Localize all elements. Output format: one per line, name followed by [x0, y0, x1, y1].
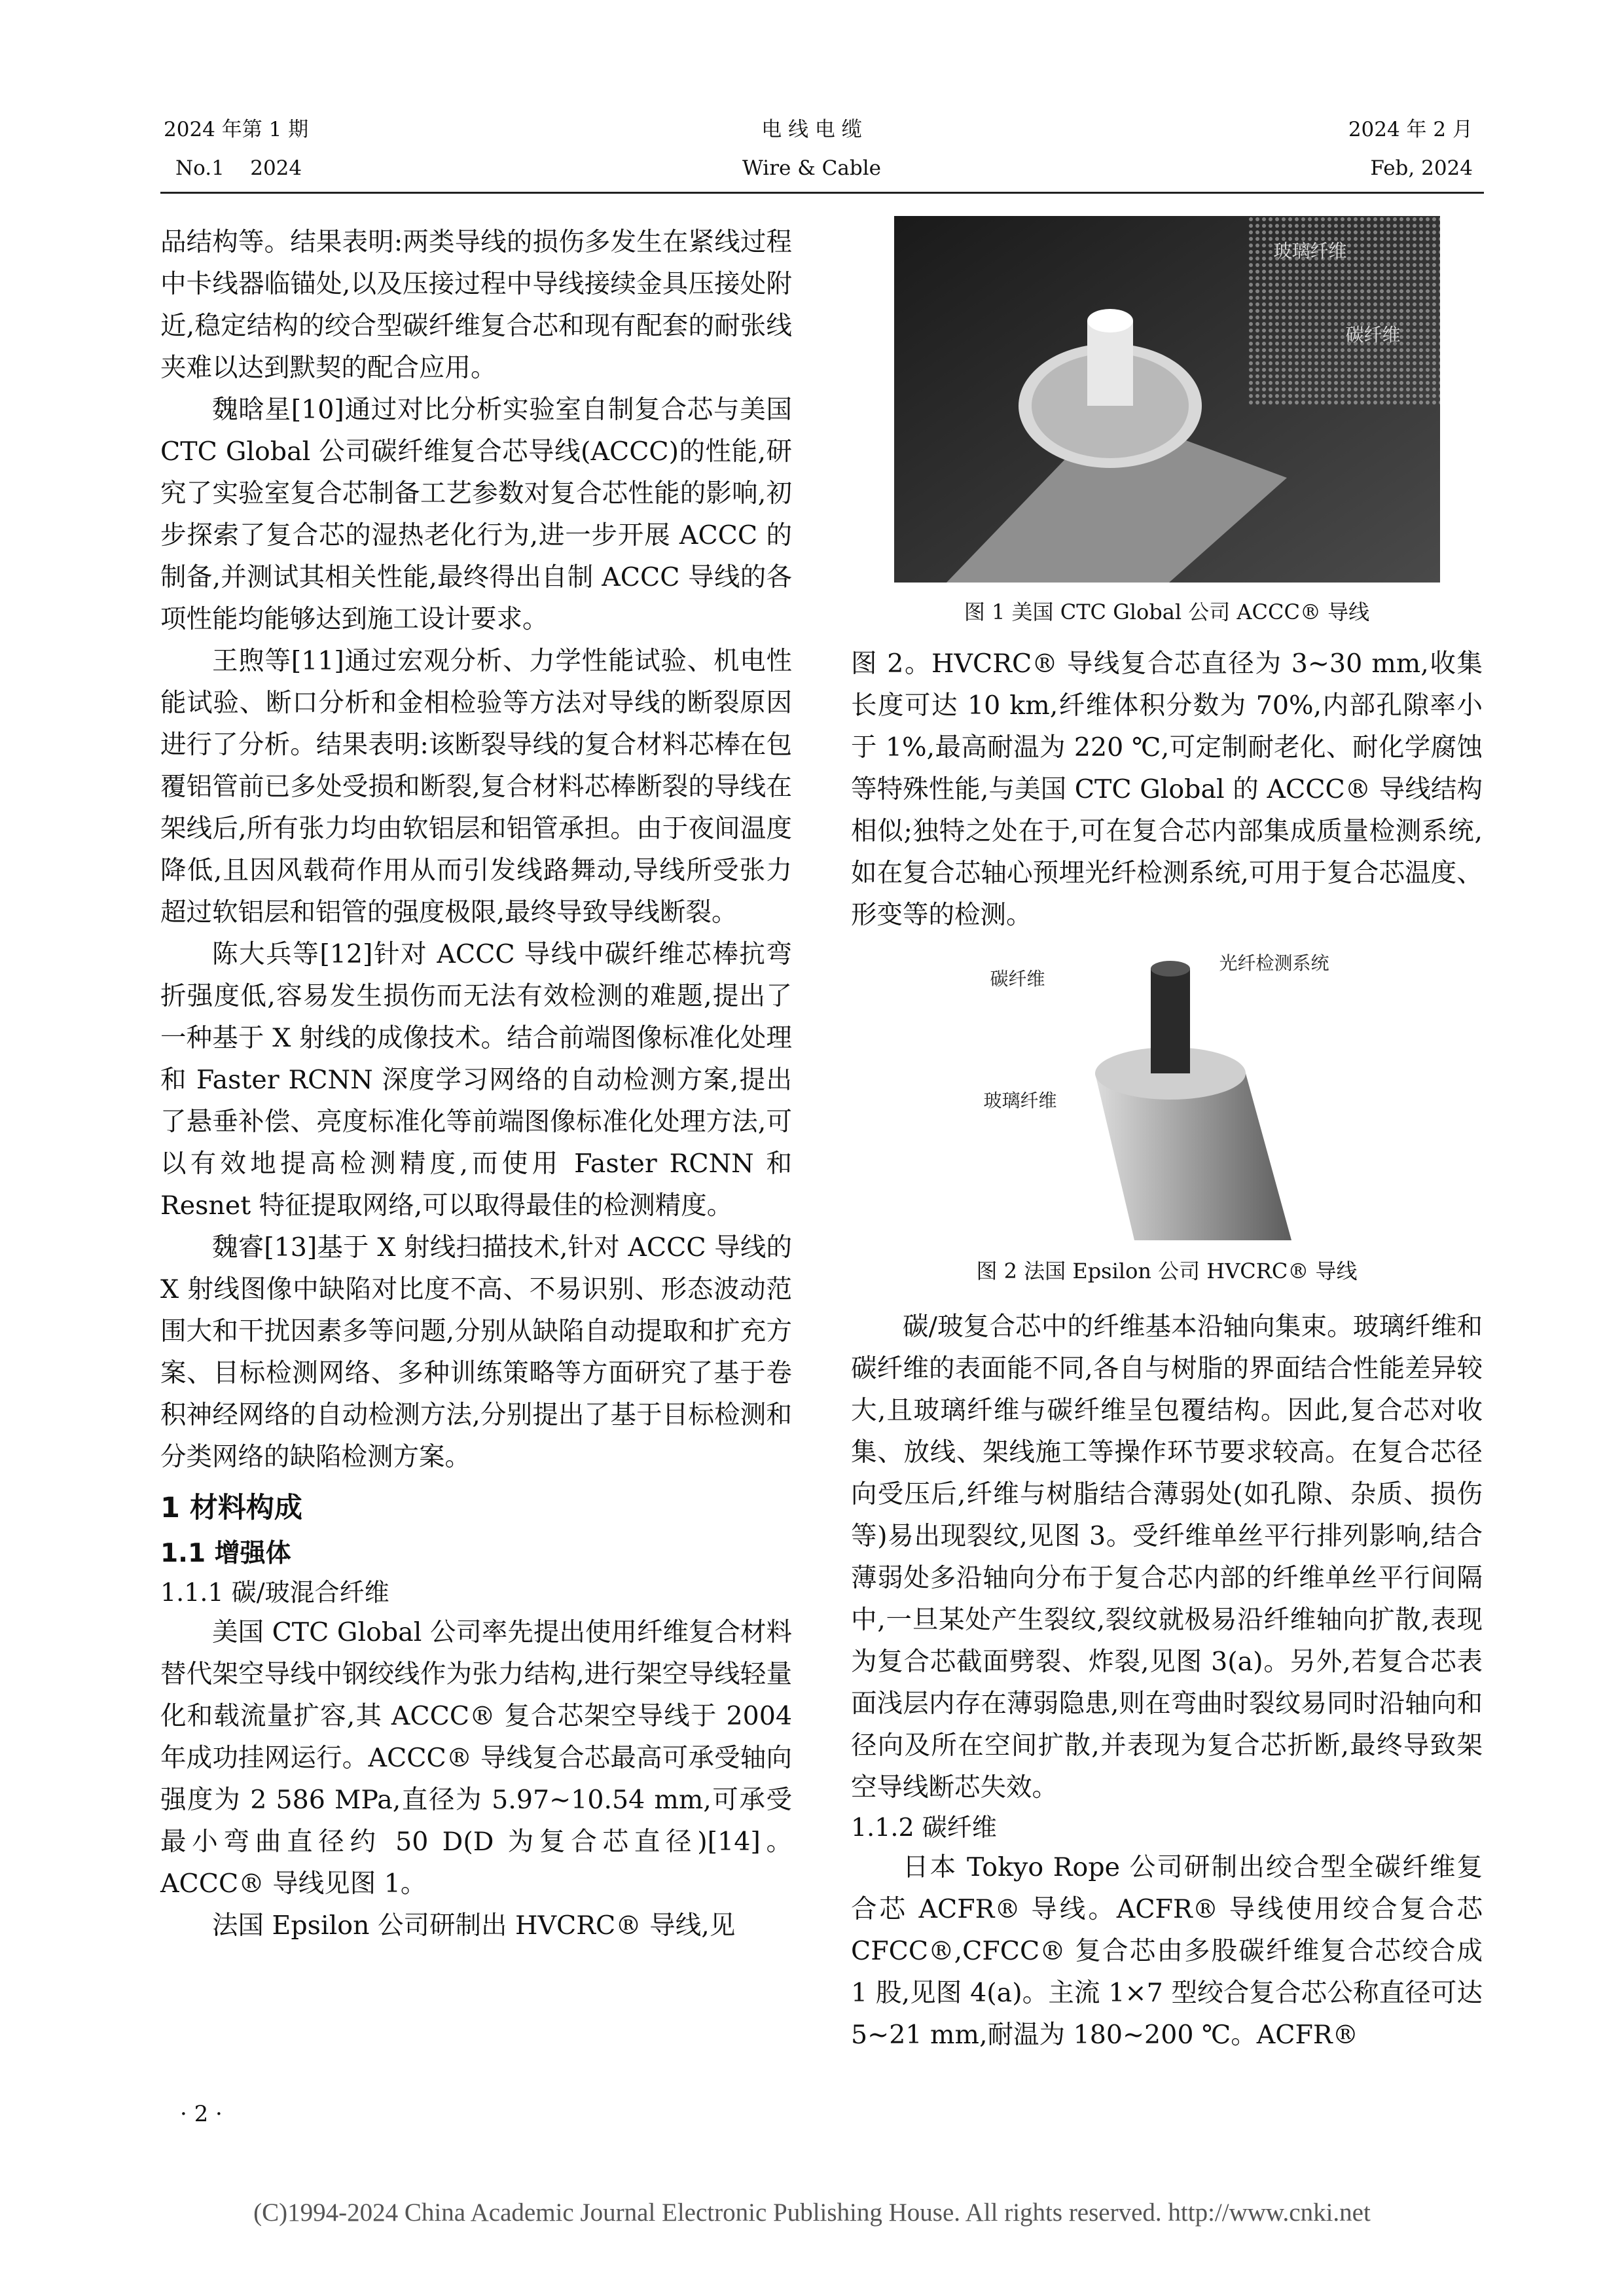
fig1-label-carbon-fiber: 碳纤维 — [1345, 324, 1401, 346]
fig1-label-glass-fiber: 玻璃纤维 — [1273, 240, 1347, 262]
fig2-label-optic-system: 光纤检测系统 — [1219, 952, 1329, 974]
fig2-label-carbon-fiber: 碳纤维 — [990, 968, 1045, 990]
paragraph: 美国 CTC Global 公司率先提出使用纤维复合材料替代架空导线中钢绞线作为张力结构,进行架空导线轻量化和载流量扩容,其 ACCC® 复合芯架空导线于 2004 年成功挂网运行。ACCC® 导线复合芯最高可承受轴向强度为 2 586 MPa,直径为 5.97~10.54 mm,可承受最小弯曲直径约 50 D(D 为复合芯直径)[14]。ACCC® 导线见图 1。 — [160, 1617, 792, 1899]
subsubsection-heading: 1.1.1 碳/玻混合纤维 — [160, 1578, 389, 1607]
right-column — [851, 216, 1483, 2056]
fig2-label-glass-fiber: 玻璃纤维 — [983, 1090, 1057, 1111]
header-date-en: Feb, 2024 — [1370, 156, 1473, 180]
accc-conductor-image — [894, 216, 1440, 583]
figure-2-photo — [964, 942, 1370, 1240]
journal-name-en: Wire & Cable — [742, 156, 881, 180]
paragraph: 魏晗星[10]通过对比分析实验室自制复合芯与美国 CTC Global 公司碳纤维复合芯导线(ACCC)的性能,研究了实验室复合芯制备工艺参数对复合芯性能的影响,初步探索了复合芯的湿热老化行为,进一步开展 ACCC 的制备,并测试其相关性能,最终得出自制 ACCC 导线的各项性能均能够达到施工设计要求。 — [160, 395, 792, 634]
figure-1-photo — [894, 216, 1440, 583]
subsubsection-heading: 1.1.2 碳纤维 — [851, 1813, 997, 1842]
paragraph: 陈大兵等[12]针对 ACCC 导线中碳纤维芯棒抗弯折强度低,容易发生损伤而无法有效检测的难题,提出了一种基于 X 射线的成像技术。结合前端图像标准化处理和 Faster RCNN 深度学习网络的自动检测方案,提出了悬垂补偿、亮度标准化等前端图像标准化处理方法,可以有效地提高检测精度,而使用 Faster RCNN 和 Resnet 特征提取网络,可以取得最佳的检测精度。 — [160, 939, 792, 1221]
header-issue: 2024 年第 1 期 — [164, 118, 309, 141]
figure-2-caption: 图 2 法国 Epsilon 公司 HVCRC® 导线 — [976, 1259, 1358, 1283]
paragraph: 图 2。HVCRC® 导线复合芯直径为 3~30 mm,收集长度可达 10 km,纤维体积分数为 70%,内部孔隙率小于 1%,最高耐温为 220 ℃,可定制耐老化、耐化学腐蚀等特殊性能,与美国 CTC Global 的 ACCC® 导线结构相似;独特之处在于,可在复合芯内部集成质量检测系统,如在复合芯轴心预埋光纤检测系统,可用于复合芯温度、形变等的检测。 — [851, 649, 1483, 930]
paragraph: 品结构等。结果表明:两类导线的损伤多发生在紧线过程中卡线器临锚处,以及压接过程中导线接续金具压接处附近,稳定结构的绞合型碳纤维复合芯和现有配套的耐张线夹难以达到默契的配合应用。 — [160, 227, 792, 383]
subsection-heading: 1.1 增强体 — [160, 1539, 291, 1568]
paragraph: 法国 Epsilon 公司研制出 HVCRC® 导线,见 — [212, 1910, 736, 1941]
left-column — [160, 221, 792, 1946]
paragraph: 碳/玻复合芯中的纤维基本沿轴向集束。玻璃纤维和碳纤维的表面能不同,各自与树脂的界面结合性能差异较大,且玻璃纤维与碳纤维呈包覆结构。因此,复合芯对收集、放线、架线施工等操作环节要求较高。在复合芯径向受压后,纤维与树脂结合薄弱处(如孔隙、杂质、损伤等)易出现裂纹,见图 3。受纤维单丝平行排列影响,结合薄弱处多沿轴向分布于复合芯内部的纤维单丝平行间隔中,一旦某处产生裂纹,裂纹就极易沿纤维轴向扩散,表现为复合芯截面劈裂、炸裂,见图 3(a)。另外,若复合芯表面浅层内存在薄弱隐患,则在弯曲时裂纹易同时沿轴向和径向及所在空间扩散,并表现为复合芯折断,最终导致架空导线断芯失效。 — [851, 1312, 1483, 1803]
header-issue-en: No.1 2024 — [175, 156, 302, 180]
paragraph: 魏睿[13]基于 X 射线扫描技术,针对 ACCC 导线的 X 射线图像中缺陷对比度不高、不易识别、形态波动范围大和干扰因素多等问题,分别从缺陷自动提取和扩充方案、目标检测网络、多种训练策略等方面研究了基于卷积神经网络的自动检测方法,分别提出了基于目标检测和分类网络的缺陷检测方案。 — [160, 1232, 792, 1472]
header-rule — [160, 192, 1484, 194]
section-heading: 1 材料构成 — [160, 1492, 302, 1524]
paragraph: 日本 Tokyo Rope 公司研制出绞合型全碳纤维复合芯 ACFR® 导线。ACFR® 导线使用绞合复合芯 CFCC®,CFCC® 复合芯由多股碳纤维复合芯绞合成 1 股,见图 4(a)。主流 1×7 型绞合复合芯公称直径可达 5~21 mm,耐温为 180~200 ℃。ACFR® — [851, 1852, 1483, 2050]
page-number: · 2 · — [180, 2101, 223, 2127]
figure-1-caption: 图 1 美国 CTC Global 公司 ACCC® 导线 — [964, 600, 1370, 624]
paragraph: 王煦等[11]通过宏观分析、力学性能试验、机电性能试验、断口分析和金相检验等方法对导线的断裂原因进行了分析。结果表明:该断裂导线的复合材料芯棒在包覆铝管前已多处受损和断裂,复合材料芯棒断裂的导线在架线后,所有张力均由软铝层和铝管承担。由于夜间温度降低,且因风载荷作用从而引发线路舞动,导线所受张力超过软铝层和铝管的强度极限,最终导致导线断裂。 — [160, 646, 792, 927]
journal-name: 电 线 电 缆 — [761, 118, 862, 141]
copyright-footer: (C)1994-2024 China Academic Journal Electronic Publishing House. All rights reserved. http://www.cnki.net — [253, 2198, 1371, 2227]
header-date: 2024 年 2 月 — [1348, 118, 1473, 141]
